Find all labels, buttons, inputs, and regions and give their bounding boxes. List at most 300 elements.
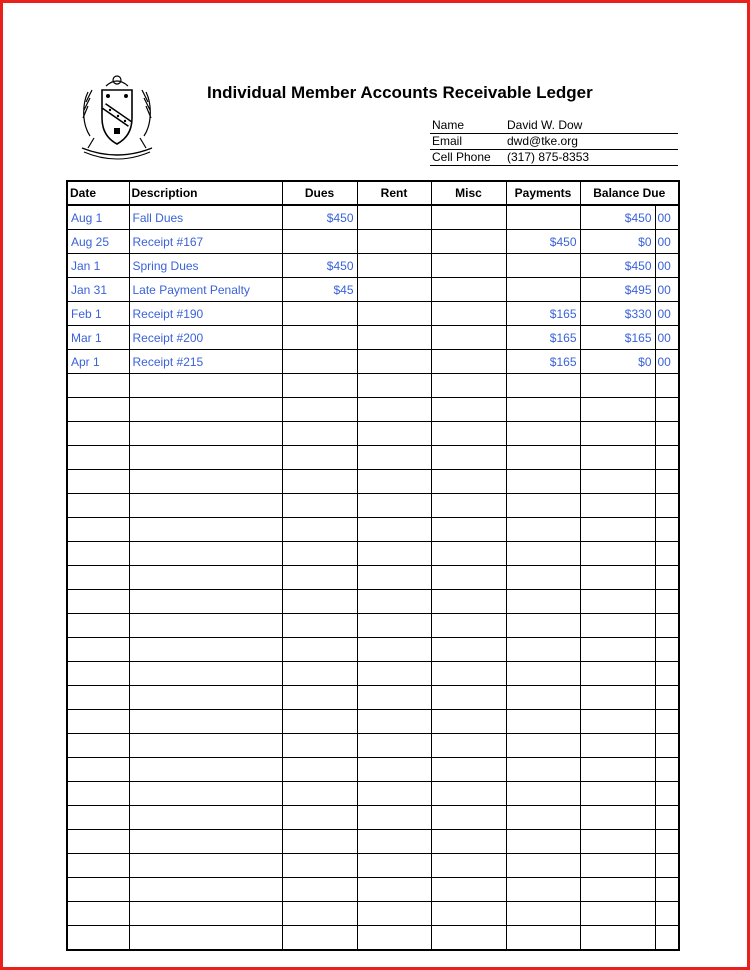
cell-dues: $45 xyxy=(282,278,357,302)
table-row xyxy=(67,326,679,350)
table-row xyxy=(67,302,679,326)
cell-balance xyxy=(580,710,655,734)
table-row xyxy=(67,398,679,422)
table-row xyxy=(67,374,679,398)
header-description: Description xyxy=(129,181,282,205)
cell-dues xyxy=(282,662,357,686)
cell-rent xyxy=(357,590,431,614)
cell-balance xyxy=(580,806,655,830)
cell-balance-cents: 00 xyxy=(655,230,679,254)
cell-description xyxy=(129,614,282,638)
cell-misc xyxy=(431,350,506,374)
cell-rent xyxy=(357,806,431,830)
table-row xyxy=(67,686,679,710)
cell-dues xyxy=(282,878,357,902)
cell-rent xyxy=(357,878,431,902)
table-row xyxy=(67,230,679,254)
cell-description xyxy=(129,854,282,878)
table-row xyxy=(67,494,679,518)
cell-rent xyxy=(357,854,431,878)
table-row xyxy=(67,902,679,926)
cell-description xyxy=(129,566,282,590)
header-dues: Dues xyxy=(282,181,357,205)
table-row xyxy=(67,566,679,590)
cell-date xyxy=(67,758,129,782)
cell-payments: $165 xyxy=(506,350,580,374)
cell-dues xyxy=(282,422,357,446)
cell-misc xyxy=(431,422,506,446)
table-row xyxy=(67,854,679,878)
cell-balance xyxy=(580,830,655,854)
table-row xyxy=(67,614,679,638)
cell-description xyxy=(129,686,282,710)
table-row xyxy=(67,422,679,446)
cell-dues xyxy=(282,686,357,710)
cell-payments xyxy=(506,830,580,854)
cell-date: Apr 1 xyxy=(67,350,129,374)
cell-balance-cents: 00 xyxy=(655,254,679,278)
cell-date xyxy=(67,926,129,951)
cell-payments xyxy=(506,398,580,422)
cell-dues xyxy=(282,854,357,878)
cell-balance-cents xyxy=(655,878,679,902)
cell-rent xyxy=(357,710,431,734)
cell-misc xyxy=(431,782,506,806)
cell-balance xyxy=(580,566,655,590)
cell-payments xyxy=(506,662,580,686)
cell-misc xyxy=(431,734,506,758)
cell-description: Receipt #167 xyxy=(129,230,282,254)
cell-payments xyxy=(506,614,580,638)
header-balance-due: Balance Due xyxy=(580,181,679,205)
cell-balance xyxy=(580,518,655,542)
cell-balance: $0 xyxy=(580,230,655,254)
ledger-body xyxy=(67,205,679,950)
cell-balance-cents xyxy=(655,518,679,542)
cell-rent xyxy=(357,518,431,542)
cell-payments xyxy=(506,374,580,398)
cell-balance-cents xyxy=(655,422,679,446)
cell-misc xyxy=(431,230,506,254)
cell-misc xyxy=(431,710,506,734)
cell-balance xyxy=(580,686,655,710)
cell-rent xyxy=(357,326,431,350)
cell-balance-cents xyxy=(655,398,679,422)
table-row xyxy=(67,278,679,302)
cell-rent xyxy=(357,926,431,951)
cell-date xyxy=(67,878,129,902)
cell-rent xyxy=(357,830,431,854)
page-title: Individual Member Accounts Receivable Ledger xyxy=(207,83,593,102)
table-row xyxy=(67,590,679,614)
member-email-row xyxy=(430,134,678,150)
cell-balance-cents xyxy=(655,734,679,758)
cell-rent xyxy=(357,446,431,470)
cell-dues xyxy=(282,494,357,518)
table-row xyxy=(67,662,679,686)
cell-dues xyxy=(282,926,357,951)
ledger-table xyxy=(66,180,680,951)
cell-balance xyxy=(580,398,655,422)
cell-balance xyxy=(580,470,655,494)
cell-balance xyxy=(580,590,655,614)
cell-rent xyxy=(357,542,431,566)
cell-misc xyxy=(431,590,506,614)
cell-payments xyxy=(506,734,580,758)
cell-dues xyxy=(282,902,357,926)
cell-description xyxy=(129,902,282,926)
cell-payments xyxy=(506,878,580,902)
cell-payments xyxy=(506,590,580,614)
cell-misc xyxy=(431,374,506,398)
cell-description xyxy=(129,878,282,902)
cell-date xyxy=(67,854,129,878)
cell-payments xyxy=(506,806,580,830)
cell-rent xyxy=(357,205,431,230)
email-value: dwd@tke.org xyxy=(507,134,578,148)
name-value: David W. Dow xyxy=(507,118,583,132)
cell-date xyxy=(67,902,129,926)
cell-balance-cents xyxy=(655,566,679,590)
cell-balance xyxy=(580,758,655,782)
cell-description xyxy=(129,638,282,662)
cell-rent xyxy=(357,686,431,710)
cell-rent xyxy=(357,398,431,422)
cell-description: Fall Dues xyxy=(129,205,282,230)
cell-rent xyxy=(357,470,431,494)
cell-rent xyxy=(357,494,431,518)
cell-date xyxy=(67,566,129,590)
cell-misc xyxy=(431,278,506,302)
cell-rent xyxy=(357,566,431,590)
cell-rent xyxy=(357,638,431,662)
cell-misc xyxy=(431,614,506,638)
cell-balance: $450 xyxy=(580,205,655,230)
cell-payments xyxy=(506,446,580,470)
cell-description: Spring Dues xyxy=(129,254,282,278)
cell-misc xyxy=(431,398,506,422)
cell-description xyxy=(129,782,282,806)
cell-dues xyxy=(282,374,357,398)
cell-date xyxy=(67,590,129,614)
cell-date xyxy=(67,662,129,686)
cell-misc xyxy=(431,854,506,878)
table-row xyxy=(67,806,679,830)
cell-misc xyxy=(431,205,506,230)
cell-balance-cents xyxy=(655,662,679,686)
cell-date: Aug 25 xyxy=(67,230,129,254)
cell-misc xyxy=(431,830,506,854)
cell-balance xyxy=(580,542,655,566)
cell-payments xyxy=(506,710,580,734)
member-phone-row xyxy=(430,150,678,166)
email-label: Email xyxy=(432,134,463,148)
header-rent: Rent xyxy=(357,181,431,205)
cell-balance: $330 xyxy=(580,302,655,326)
cell-rent xyxy=(357,302,431,326)
cell-rent xyxy=(357,782,431,806)
cell-balance-cents xyxy=(655,494,679,518)
table-row xyxy=(67,734,679,758)
cell-rent xyxy=(357,230,431,254)
cell-description xyxy=(129,926,282,951)
table-row xyxy=(67,205,679,230)
cell-balance xyxy=(580,446,655,470)
cell-balance-cents xyxy=(655,614,679,638)
cell-misc xyxy=(431,926,506,951)
cell-description xyxy=(129,758,282,782)
cell-description xyxy=(129,494,282,518)
cell-date xyxy=(67,638,129,662)
cell-dues xyxy=(282,350,357,374)
cell-payments: $165 xyxy=(506,302,580,326)
header-misc: Misc xyxy=(431,181,506,205)
table-row xyxy=(67,542,679,566)
cell-dues xyxy=(282,470,357,494)
cell-dues xyxy=(282,638,357,662)
cell-balance-cents xyxy=(655,446,679,470)
cell-balance: $450 xyxy=(580,254,655,278)
cell-date: Mar 1 xyxy=(67,326,129,350)
cell-balance xyxy=(580,422,655,446)
cell-dues xyxy=(282,398,357,422)
name-label: Name xyxy=(432,118,465,132)
cell-dues xyxy=(282,614,357,638)
cell-date xyxy=(67,374,129,398)
cell-dues xyxy=(282,758,357,782)
header-payments: Payments xyxy=(506,181,580,205)
cell-dues: $450 xyxy=(282,205,357,230)
cell-misc xyxy=(431,446,506,470)
cell-date xyxy=(67,398,129,422)
member-info-block xyxy=(430,118,678,166)
cell-date xyxy=(67,782,129,806)
cell-rent xyxy=(357,734,431,758)
cell-date: Aug 1 xyxy=(67,205,129,230)
cell-misc xyxy=(431,254,506,278)
cell-date xyxy=(67,470,129,494)
cell-payments xyxy=(506,926,580,951)
cell-misc xyxy=(431,518,506,542)
cell-description xyxy=(129,518,282,542)
cell-dues xyxy=(282,710,357,734)
cell-misc xyxy=(431,302,506,326)
cell-date xyxy=(67,518,129,542)
cell-misc xyxy=(431,542,506,566)
table-row xyxy=(67,470,679,494)
cell-dues xyxy=(282,590,357,614)
table-row xyxy=(67,878,679,902)
cell-dues xyxy=(282,446,357,470)
cell-date xyxy=(67,806,129,830)
cell-balance: $165 xyxy=(580,326,655,350)
phone-value: (317) 875-8353 xyxy=(507,150,590,164)
cell-payments xyxy=(506,494,580,518)
cell-misc xyxy=(431,758,506,782)
cell-balance-cents xyxy=(655,830,679,854)
cell-rent xyxy=(357,374,431,398)
cell-dues xyxy=(282,518,357,542)
cell-balance xyxy=(580,878,655,902)
cell-payments xyxy=(506,638,580,662)
cell-balance-cents xyxy=(655,926,679,951)
cell-dues xyxy=(282,230,357,254)
cell-dues xyxy=(282,542,357,566)
cell-balance-cents xyxy=(655,902,679,926)
cell-description xyxy=(129,710,282,734)
cell-dues xyxy=(282,806,357,830)
cell-balance-cents xyxy=(655,470,679,494)
cell-dues xyxy=(282,302,357,326)
member-name-row xyxy=(430,118,678,134)
cell-description xyxy=(129,446,282,470)
cell-description xyxy=(129,422,282,446)
cell-date: Jan 31 xyxy=(67,278,129,302)
cell-rent xyxy=(357,758,431,782)
cell-dues xyxy=(282,830,357,854)
cell-balance-cents xyxy=(655,638,679,662)
ledger-header-row xyxy=(67,181,679,205)
cell-dues xyxy=(282,734,357,758)
cell-rent xyxy=(357,350,431,374)
cell-balance-cents: 00 xyxy=(655,350,679,374)
cell-date xyxy=(67,686,129,710)
table-row xyxy=(67,710,679,734)
cell-date xyxy=(67,614,129,638)
cell-misc xyxy=(431,686,506,710)
cell-balance xyxy=(580,494,655,518)
cell-payments xyxy=(506,518,580,542)
cell-description xyxy=(129,662,282,686)
cell-misc xyxy=(431,662,506,686)
cell-payments xyxy=(506,686,580,710)
cell-misc xyxy=(431,878,506,902)
cell-description xyxy=(129,590,282,614)
cell-balance: $0 xyxy=(580,350,655,374)
cell-payments xyxy=(506,758,580,782)
cell-balance xyxy=(580,926,655,951)
cell-date xyxy=(67,734,129,758)
cell-balance xyxy=(580,374,655,398)
cell-date xyxy=(67,494,129,518)
cell-payments xyxy=(506,278,580,302)
cell-balance-cents xyxy=(655,758,679,782)
cell-description: Receipt #190 xyxy=(129,302,282,326)
cell-payments xyxy=(506,854,580,878)
cell-date: Jan 1 xyxy=(67,254,129,278)
cell-balance xyxy=(580,614,655,638)
cell-payments: $165 xyxy=(506,326,580,350)
cell-misc xyxy=(431,638,506,662)
cell-rent xyxy=(357,278,431,302)
cell-misc xyxy=(431,470,506,494)
cell-balance xyxy=(580,662,655,686)
cell-balance: $495 xyxy=(580,278,655,302)
cell-description xyxy=(129,830,282,854)
cell-balance-cents xyxy=(655,686,679,710)
table-row xyxy=(67,758,679,782)
cell-dues xyxy=(282,566,357,590)
table-row xyxy=(67,926,679,951)
cell-misc xyxy=(431,902,506,926)
cell-date xyxy=(67,710,129,734)
cell-description xyxy=(129,398,282,422)
table-row xyxy=(67,830,679,854)
cell-date xyxy=(67,422,129,446)
cell-description xyxy=(129,374,282,398)
cell-balance-cents xyxy=(655,806,679,830)
cell-balance-cents xyxy=(655,374,679,398)
cell-balance-cents: 00 xyxy=(655,326,679,350)
cell-date: Feb 1 xyxy=(67,302,129,326)
cell-misc xyxy=(431,806,506,830)
table-row xyxy=(67,782,679,806)
cell-description xyxy=(129,806,282,830)
phone-label: Cell Phone xyxy=(432,150,491,164)
cell-balance-cents xyxy=(655,854,679,878)
cell-balance-cents: 00 xyxy=(655,302,679,326)
cell-balance-cents: 00 xyxy=(655,278,679,302)
cell-misc xyxy=(431,566,506,590)
cell-balance-cents xyxy=(655,542,679,566)
cell-date xyxy=(67,446,129,470)
cell-description: Receipt #200 xyxy=(129,326,282,350)
cell-rent xyxy=(357,662,431,686)
cell-description xyxy=(129,470,282,494)
cell-payments xyxy=(506,782,580,806)
cell-balance xyxy=(580,854,655,878)
cell-date xyxy=(67,542,129,566)
cell-rent xyxy=(357,422,431,446)
header-date: Date xyxy=(67,181,129,205)
cell-payments xyxy=(506,566,580,590)
cell-dues xyxy=(282,326,357,350)
fraternity-crest-icon xyxy=(78,72,156,166)
cell-dues: $450 xyxy=(282,254,357,278)
cell-payments xyxy=(506,254,580,278)
cell-description: Receipt #215 xyxy=(129,350,282,374)
table-row xyxy=(67,254,679,278)
cell-dues xyxy=(282,782,357,806)
cell-rent xyxy=(357,902,431,926)
cell-balance xyxy=(580,782,655,806)
cell-payments xyxy=(506,205,580,230)
cell-misc xyxy=(431,326,506,350)
cell-balance-cents xyxy=(655,782,679,806)
cell-description xyxy=(129,734,282,758)
table-row xyxy=(67,350,679,374)
cell-description: Late Payment Penalty xyxy=(129,278,282,302)
table-row xyxy=(67,446,679,470)
cell-rent xyxy=(357,614,431,638)
cell-payments xyxy=(506,542,580,566)
cell-misc xyxy=(431,494,506,518)
cell-rent xyxy=(357,254,431,278)
cell-description xyxy=(129,542,282,566)
cell-payments: $450 xyxy=(506,230,580,254)
cell-payments xyxy=(506,422,580,446)
cell-balance-cents xyxy=(655,590,679,614)
table-row xyxy=(67,518,679,542)
cell-payments xyxy=(506,902,580,926)
cell-balance-cents xyxy=(655,710,679,734)
cell-balance xyxy=(580,734,655,758)
table-row xyxy=(67,638,679,662)
cell-payments xyxy=(506,470,580,494)
cell-balance xyxy=(580,638,655,662)
cell-date xyxy=(67,830,129,854)
cell-balance-cents: 00 xyxy=(655,205,679,230)
